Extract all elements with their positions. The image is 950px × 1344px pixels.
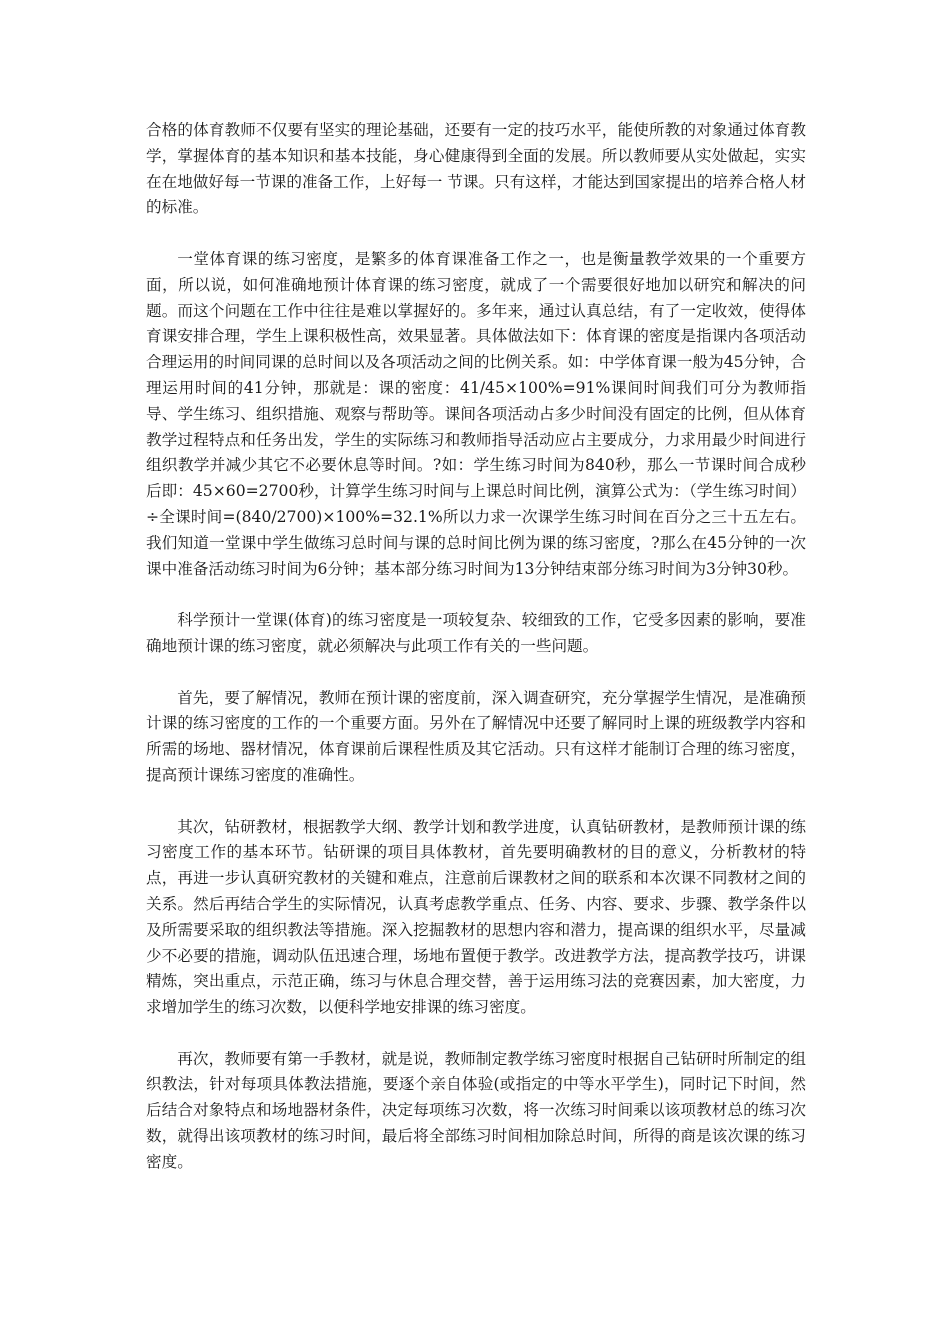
paragraph-third: 再次，教师要有第一手教材，就是说，教师制定教学练习密度时根据自己钻研时所制定的组织教法，针对每项具体教法措施，要逐个亲自体验(或指定的中等水平学生)，同时记下时间，然后结合对象特点和场地器材条件，决定每项练习次数，将一次练习时间乘以该项教材总的练习次数，就得出该项教材的练习时间，最后将全部练习时间相加除总时间，所得的商是该次课的练习密度。 xyxy=(146,1049,806,1171)
paragraph-second: 其次，钻研教材，根据教学大纲、教学计划和教学进度，认真钻研教材，是教师预计课的练习密度工作的基本环节。钻研课的项目具体教材，首先要明确教材的目的意义，分析教材的特点，再进一步认真研究教材的关键和难点，注意前后课教材之间的联系和本次课不同教材之间的关系。然后再结合学生的实际情况，认真考虑教学重点、任务、内容、要求、步骤、教学条件以及所需要采取的组织教法等措施。深入挖掘教材的思想内容和潜力，提高课的组织水平，尽量减少不必要的措施，调动队伍迅速合理，场地布置便于教学。改进教学方法，提高教学技巧，讲课精炼，突出重点，示范正确，练习与休息合理交替，善于运用练习法的竞赛因素，加大密度，力求增加学生的练习次数，以便科学地安排课的练习密度。 xyxy=(146,817,806,1017)
paragraph-first: 首先，要了解情况，教师在预计课的密度前，深入调查研究，充分掌握学生情况，是准确预计课的练习密度的工作的一个重要方面。另外在了解情况中还要了解同时上课的班级教学内容和所需的场地、器材情况，体育课前后课程性质及其它活动。只有这样才能制订合理的练习密度，提高预计课练习密度的准确性。 xyxy=(146,688,806,784)
document-body xyxy=(146,118,806,1201)
paragraph-practice-density: 一堂体育课的练习密度，是繁多的体育课准备工作之一，也是衡量教学效果的一个重要方面，所以说，如何准确地预计体育课的练习密度，就成了一个需要很好地加以研究和解决的问题。而这个问题在工作中往往是难以掌握好的。多年来，通过认真总结，有了一定收效，使得体育课安排合理，学生上课积极性高，效果显著。具体做法如下：体育课的密度是指课内各项活动合理运用的时间同课的总时间以及各项活动之间的比例关系。如：中学体育课一般为45分钟，合理运用时间的41分钟，那就是：课的密度：41/45×100%=91%课间时间我们可分为教师指导、学生练习、组织措施、观察与帮助等。课间各项活动占多少时间没有固定的比例，但从体育教学过程特点和任务出发，学生的实际练习和教师指导活动应占主要成分，力求用最少时间进行组织教学并减少其它不必要休息等时间。?如：学生练习时间为840秒，那么一节课时间合成秒后即：45×60=2700秒，计算学生练习时间与上课总时间比例，演算公式为：（学生练习时间）÷全课时间=(840/2700)×100%=32.1%所以力求一次课学生练习时间在百分之三十五左右。我们知道一堂课中学生做练习总时间与课的总时间比例为课的练习密度，?那么在45分钟的一次课中准备活动练习时间为6分钟；基本部分练习时间为13分钟结束部分练习时间为3分钟30秒。 xyxy=(146,249,806,578)
paragraph-intro: 合格的体育教师不仅要有坚实的理论基础，还要有一定的技巧水平，能使所教的对象通过体育教学，掌握体育的基本知识和基本技能，身心健康得到全面的发展。所以教师要从实处做起，实实在在地做好每一节课的准备工作，上好每一 节课。只有这样，才能达到国家提出的培养合格人材的标准。 xyxy=(146,121,806,217)
paragraph-scientific-estimate: 科学预计一堂课(体育)的练习密度是一项较复杂、较细致的工作，它受多因素的影响，要准确地预计课的练习密度，就必须解决与此项工作有关的一些问题。 xyxy=(146,611,806,655)
